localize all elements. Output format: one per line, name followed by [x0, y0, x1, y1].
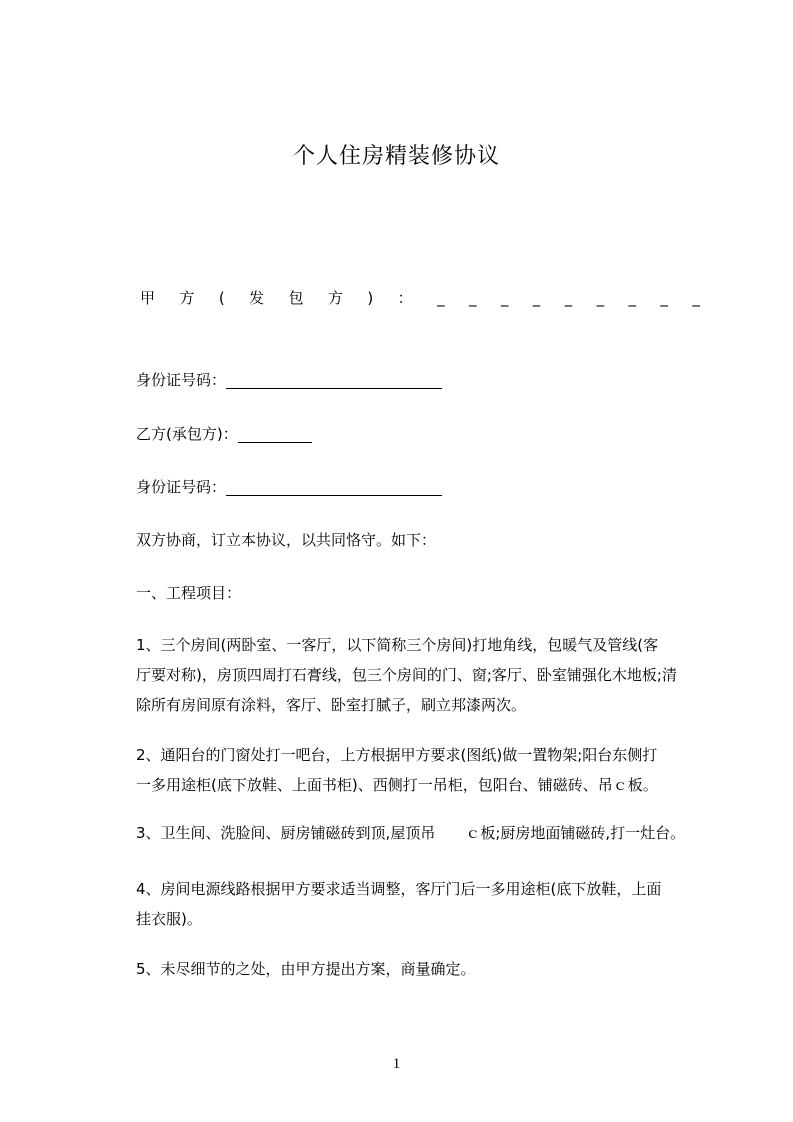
id-number-a-blank: [226, 373, 442, 389]
item-1-paragraph: [136, 630, 706, 720]
party-a-char: 包: [288, 289, 304, 307]
party-a-char: 方: [179, 289, 195, 307]
paragraph-line: 一多用途柜(底下放鞋、上面书柜)、西侧打一吊柜，包阳台、铺磁砖、吊ｃ板。: [136, 776, 658, 794]
item-4-paragraph: [136, 874, 706, 934]
party-a-blank-char: _: [532, 289, 541, 307]
intro-paragraph: 双方协商，订立本协议，以共同恪守。如下：: [136, 531, 437, 549]
party-a-line: [140, 291, 700, 306]
party-b-field: [136, 427, 312, 443]
party-a-char: (: [218, 289, 225, 307]
party-a-blank-char: _: [564, 289, 573, 307]
paragraph-line: 5、未尽细节的之处，由甲方提出方案，商量确定。: [136, 960, 476, 978]
paragraph-line: 除所有房间原有涂料，客厅、卧室打腻子，刷立邦漆两次。: [136, 696, 527, 714]
party-b-blank: [238, 427, 312, 443]
party-a-blank-char: _: [628, 289, 636, 307]
party-a-blank-char: _: [468, 289, 477, 307]
party-a-blank-char: _: [596, 289, 605, 307]
paragraph-line: 挂衣服)。: [136, 910, 202, 928]
party-b-label: 乙方(承包方)：: [136, 425, 238, 443]
id-number-b-field: [136, 480, 442, 496]
paragraph-line: 2、通阳台的门窗处打一吧台，上方根据甲方要求(图纸)做一置物架;阳台东侧打: [136, 746, 658, 764]
item-3-paragraph: [136, 818, 706, 848]
paragraph-line: 1、三个房间(两卧室、一客厅，以下简称三个房间)打地角线，包暖气及管线(客: [136, 636, 659, 654]
id-number-b-label: 身份证号码：: [136, 478, 227, 496]
document-title: 个人住房精装修协议: [292, 144, 500, 169]
paragraph-line: 3、卫生间、洗脸间、厨房铺磁砖到顶,屋顶吊 ｃ板;厨房地面铺磁砖,打一灶台。: [136, 824, 686, 842]
section-heading: 一、工程项目：: [136, 584, 242, 602]
party-a-char: ): [367, 289, 374, 307]
party-a-char: 甲: [140, 289, 156, 307]
party-a-char: ：: [397, 289, 413, 307]
item-2-paragraph: [136, 740, 706, 800]
party-a-char: 方: [327, 289, 343, 307]
paragraph-line: 4、房间电源线路根据甲方要求适当调整，客厅门后一多用途柜(底下放鞋，上面: [136, 880, 662, 898]
party-a-blank-char: _: [500, 289, 509, 307]
item-5-paragraph: [136, 954, 706, 984]
party-a-blank-char: _: [660, 289, 668, 307]
party-a-blank-char: _: [437, 289, 445, 307]
id-number-a-label: 身份证号码：: [136, 371, 227, 389]
party-a-char: 发: [249, 289, 265, 307]
id-number-b-blank: [226, 480, 442, 496]
paragraph-line: 厅要对称)，房顶四周打石膏线，包三个房间的门、窗;客厅、卧室铺强化木地板;清: [136, 666, 677, 684]
party-a-blank-char: _: [692, 289, 700, 307]
page-number: 1: [392, 1056, 401, 1072]
id-number-a-field: [136, 373, 442, 389]
